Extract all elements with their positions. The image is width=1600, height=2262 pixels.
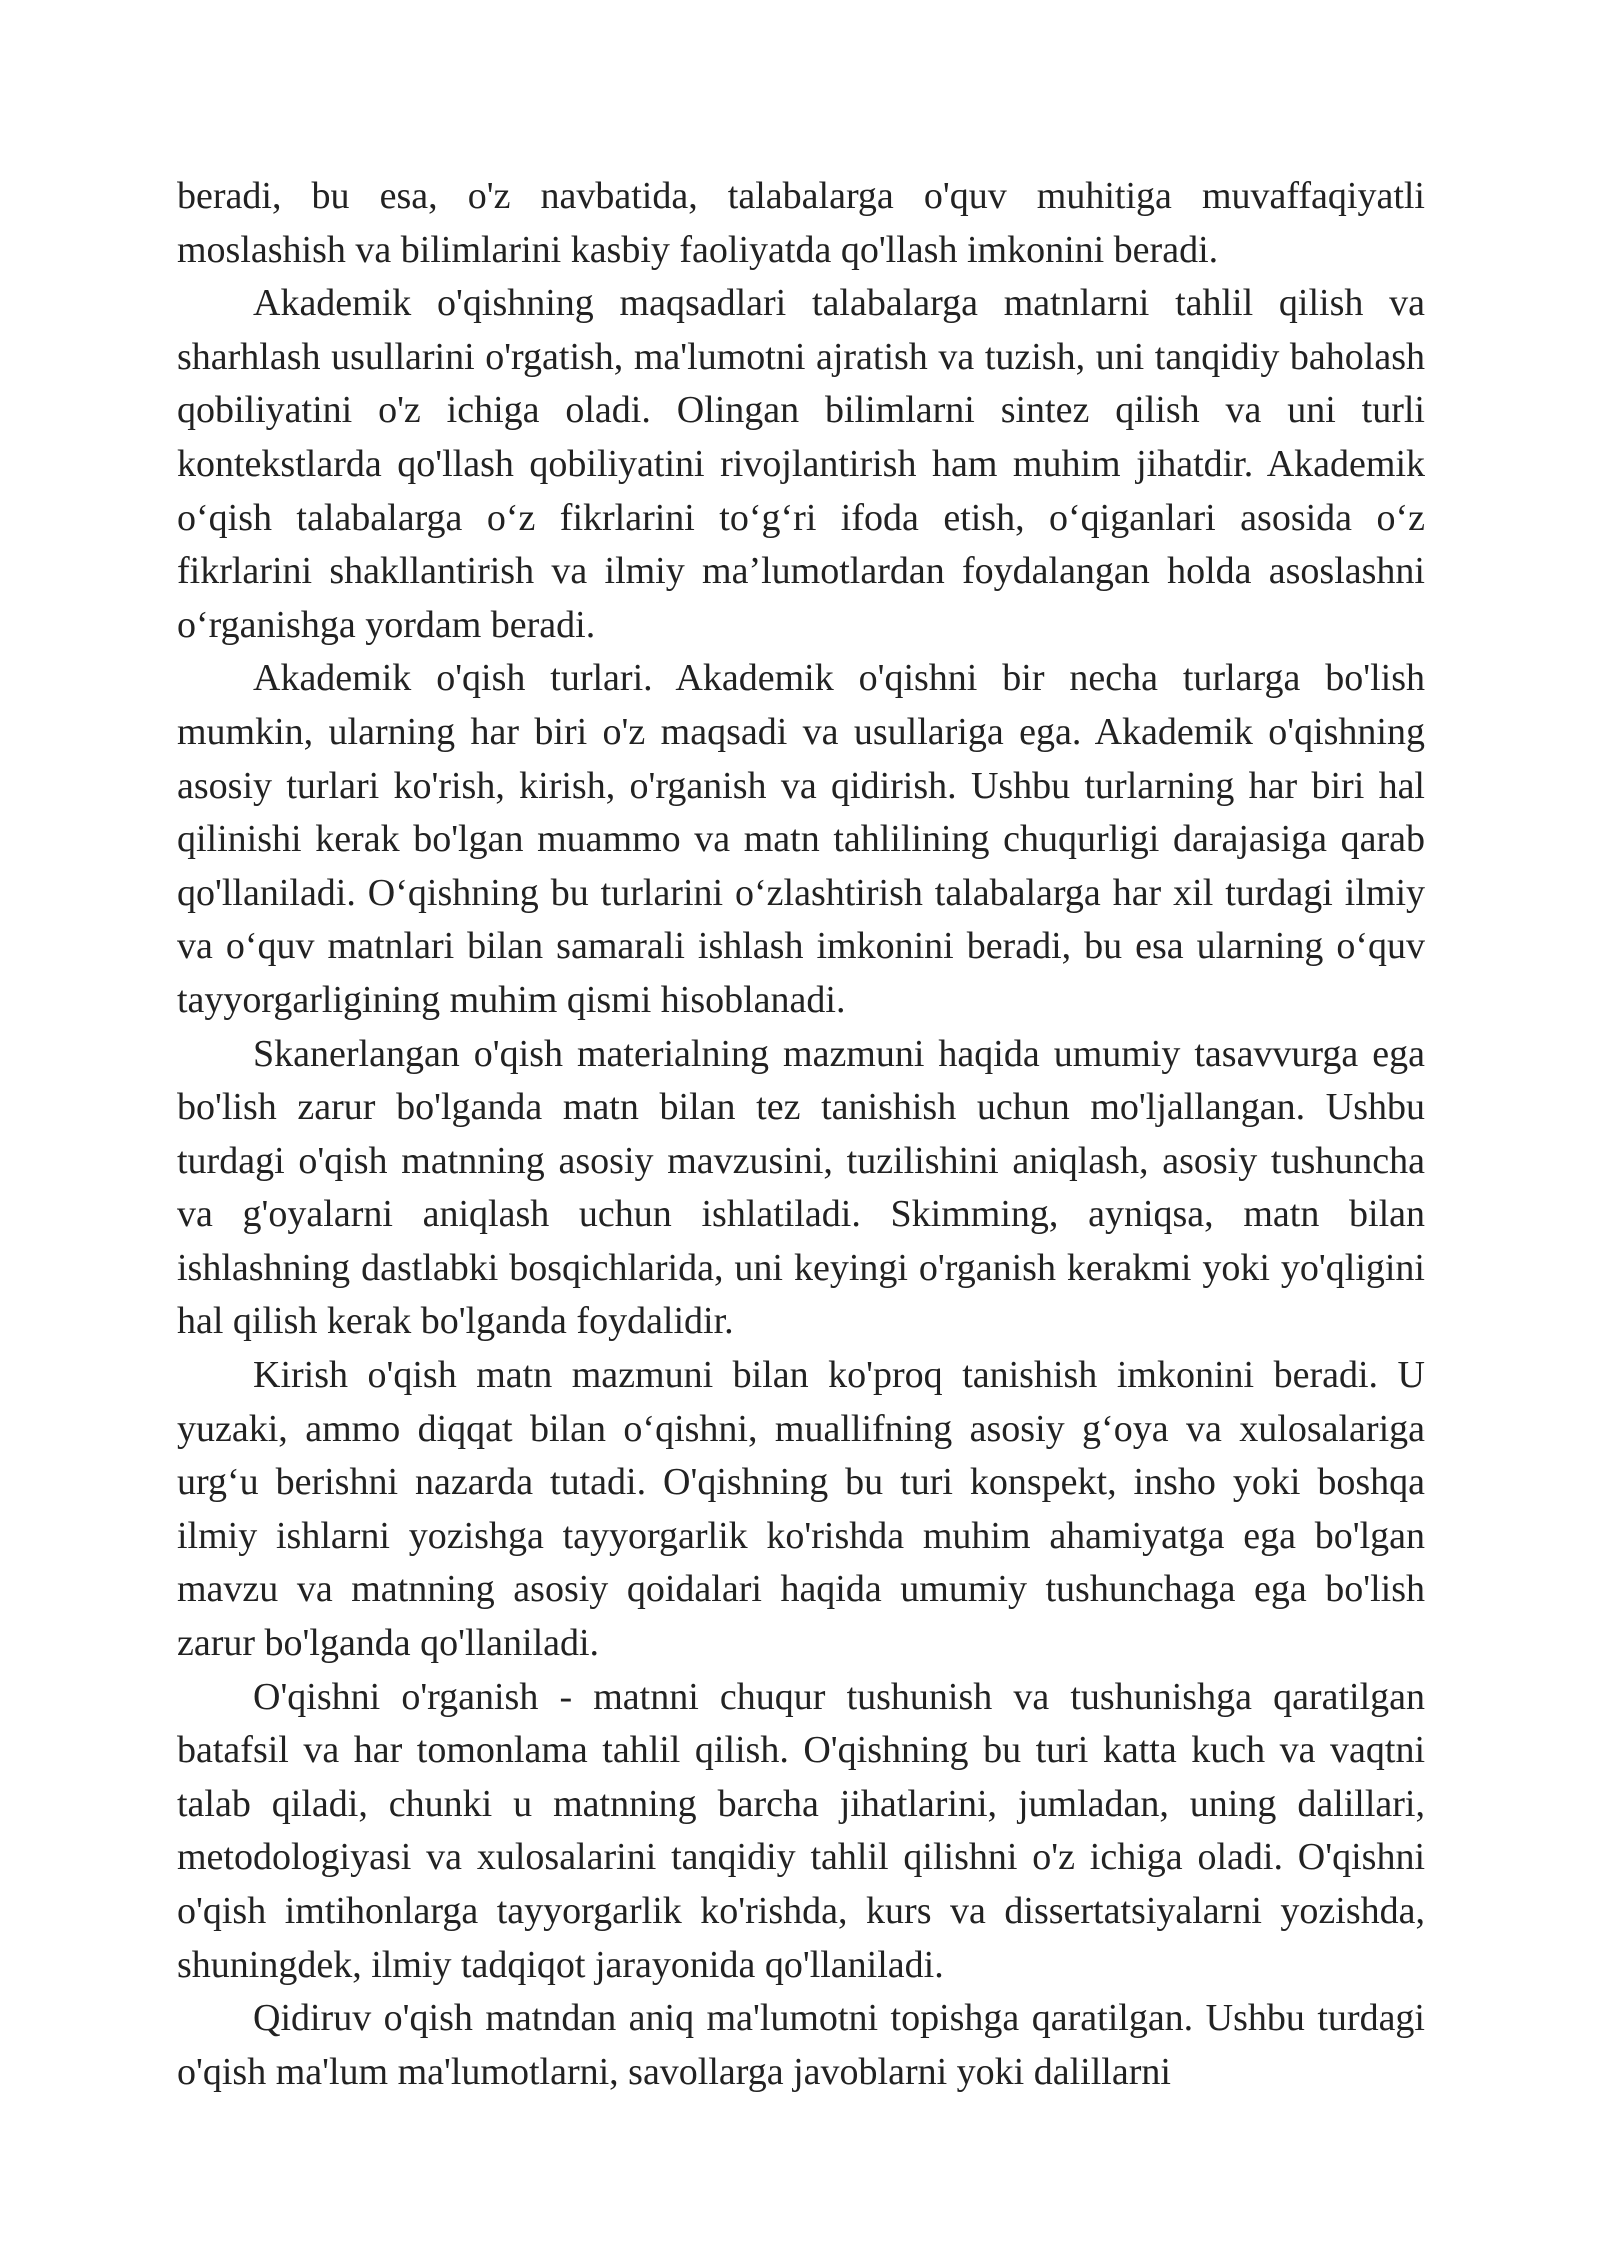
paragraph-skimming: Skanerlangan o'qish materialning mazmuni haqida umumiy tasavvurga ega bo'lish zarur bo'lganda matn bilan tez tanishish uchun mo'ljallangan. Ushbu turdagi o'qish matnning asosiy mavzusini, tuzilishini aniqlash, asosiy tushuncha va g'oyalarni aniqlash uchun ishlatiladi. Skimming, ayniqsa, matn bilan ishlashning dastlabki bosqichlarida, uni keyingi o'rganish kerakmi yoki yo'qligini hal qilish kerak bo'lganda foydalidir. [177, 1032, 1425, 1343]
paragraph-search-reading: Qidiruv o'qish matndan aniq ma'lumotni topishga qaratilgan. Ushbu turdagi o'qish ma'lum ma'lumotlarni, savollarga javoblarni yoki dalillarni [177, 1997, 1425, 2093]
paragraph-study-reading: O'qishni o'rganish - matnni chuqur tushunish va tushunishga qaratilgan batafsil va har tomonlama tahlil qilish. O'qishning bu turi katta kuch va vaqtni talab qiladi, chunki u matnning barcha jihatlarini, jumladan, uning dalillari, metodologiyasi va xulosalarini tanqidiy tahlil qilishni o'z ichiga oladi. O'qishni o'qish imtihonlarga tayyorgarlik ko'rishda, kurs va dissertatsiyalarni yozishda, shuningdek, ilmiy tadqiqot jarayonida qo'llaniladi. [177, 1675, 1425, 1986]
document-page [177, 170, 1425, 2099]
paragraph-continuation: beradi, bu esa, o'z navbatida, talabalarga o'quv muhitiga muvaffaqiyatli moslashish va bilimlarini kasbiy faoliyatda qo'llash imkonini beradi. [177, 175, 1425, 271]
paragraph-reading-types: Akademik o'qish turlari. Akademik o'qishni bir necha turlarga bo'lish mumkin, ularning har biri o'z maqsadi va usullariga ega. Akademik o'qishning asosiy turlari ko'rish, kirish, o'rganish va qidirish. Ushbu turlarning har biri hal qilinishi kerak bo'lgan muammo va matn tahlilining chuqurligi darajasiga qarab qo'llaniladi. O‘qishning bu turlarini o‘zlashtirish talabalarga har xil turdagi ilmiy va o‘quv matnlari bilan samarali ishlash imkonini beradi, bu esa ularning o‘quv tayyorgarligining muhim qismi hisoblanadi. [177, 657, 1425, 1021]
paragraph-introductory-reading: Kirish o'qish matn mazmuni bilan ko'proq tanishish imkonini beradi. U yuzaki, ammo diqqat bilan o‘qishni, muallifning asosiy g‘oya va xulosalariga urg‘u berishni nazarda tutadi. O'qishning bu turi konspekt, insho yoki boshqa ilmiy ishlarni yozishga tayyorgarlik ko'rishda muhim ahamiyatga ega bo'lgan mavzu va matnning asosiy qoidalari haqida umumiy tushunchaga ega bo'lish zarur bo'lganda qo'llaniladi. [177, 1354, 1425, 1665]
paragraph-goals: Akademik o'qishning maqsadlari talabalarga matnlarni tahlil qilish va sharhlash usullarini o'rgatish, ma'lumotni ajratish va tuzish, uni tanqidiy baholash qobiliyatini o'z ichiga oladi. Olingan bilimlarni sintez qilish va uni turli kontekstlarda qo'llash qobiliyatini rivojlantirish ham muhim jihatdir. Akademik o‘qish talabalarga o‘z fikrlarini to‘g‘ri ifoda etish, o‘qiganlari asosida o‘z fikrlarini shakllantirish va ilmiy ma’lumotlardan foydalangan holda asoslashni o‘rganishga yordam beradi. [177, 282, 1425, 646]
